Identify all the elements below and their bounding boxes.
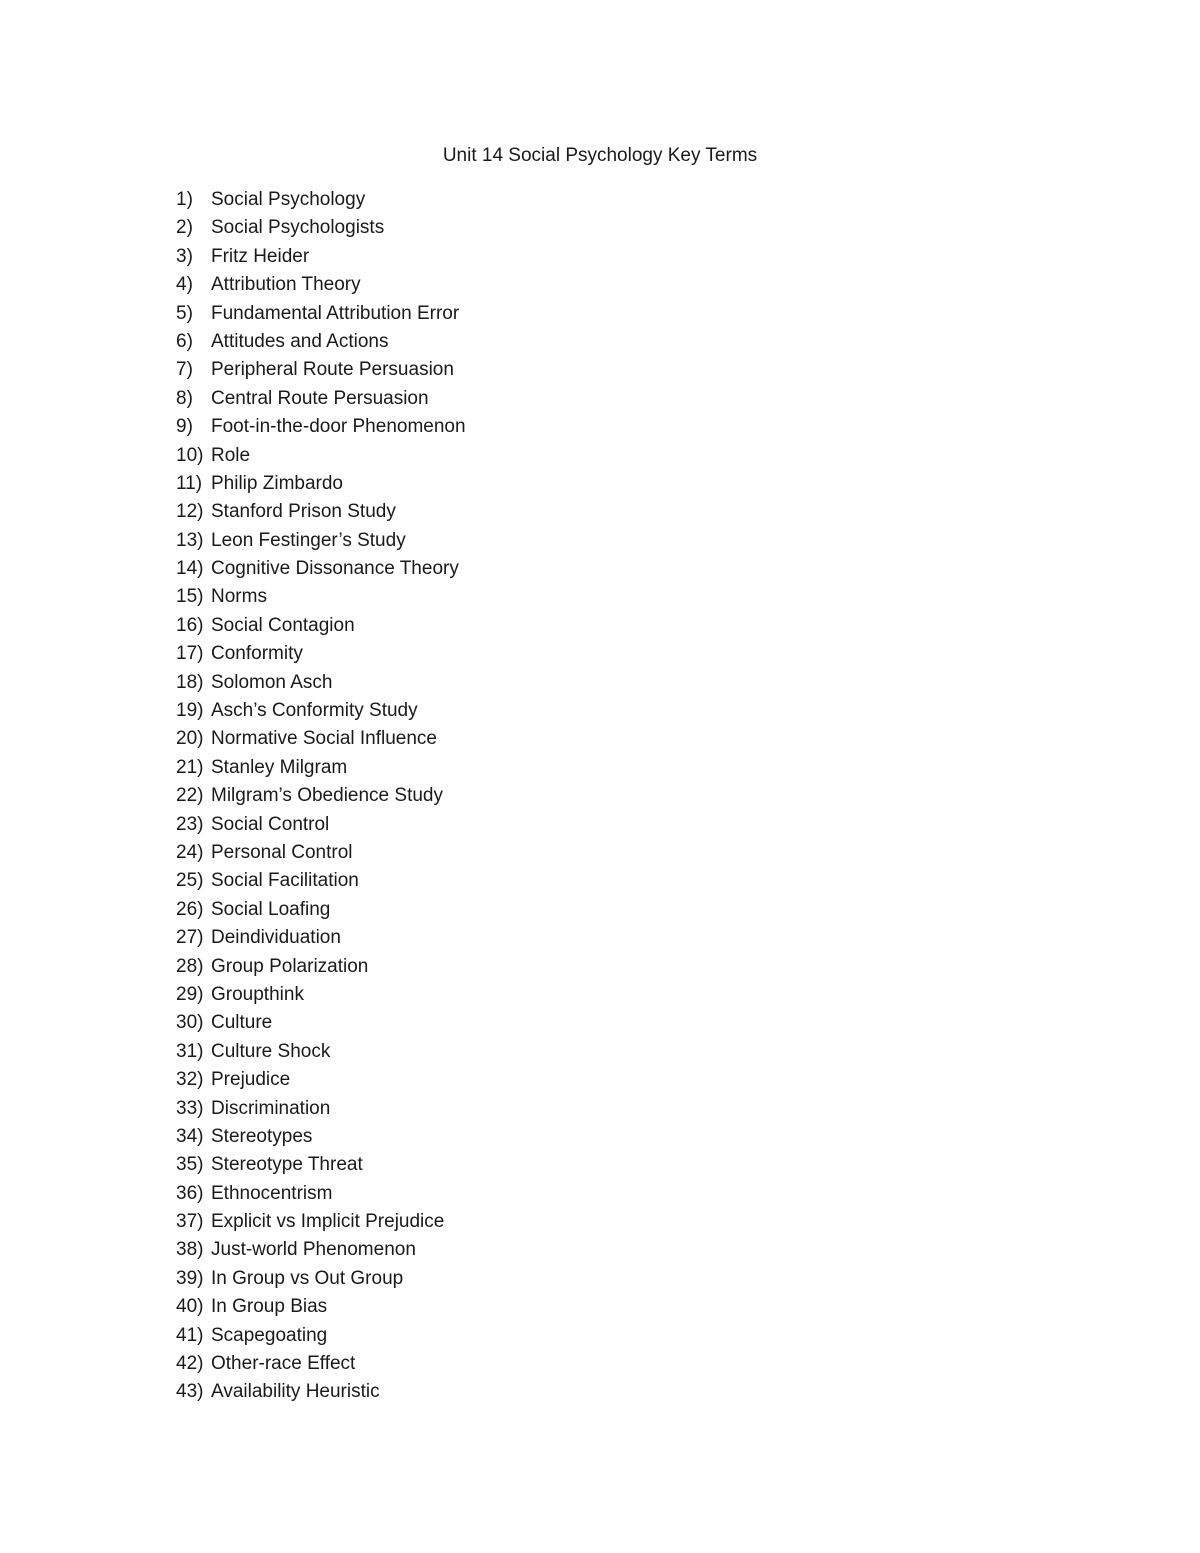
term-number: 35)	[176, 1154, 204, 1176]
term-text: Stereotypes	[211, 1125, 313, 1147]
term-number: 41)	[176, 1324, 204, 1346]
term-number: 14)	[176, 558, 204, 580]
term-number: 26)	[176, 898, 204, 920]
list-item	[176, 811, 466, 839]
term-number: 40)	[176, 1296, 204, 1318]
term-text: Foot-in-the-door Phenomenon	[211, 416, 466, 438]
list-item	[176, 669, 466, 697]
list-item	[176, 1293, 466, 1321]
list-item	[176, 356, 466, 384]
list-item	[176, 271, 466, 299]
list-item	[176, 839, 466, 867]
term-number: 13)	[176, 529, 204, 551]
term-text: Prejudice	[211, 1069, 291, 1091]
term-text: Role	[211, 444, 251, 466]
term-text: Stanley Milgram	[211, 756, 348, 778]
term-number: 17)	[176, 643, 204, 665]
term-text: Stanford Prison Study	[211, 501, 396, 523]
list-item	[176, 612, 466, 640]
term-text: Peripheral Route Persuasion	[211, 359, 454, 381]
term-number: 37)	[176, 1211, 204, 1233]
list-item	[176, 953, 466, 981]
term-number: 9)	[176, 416, 193, 438]
list-item	[176, 1236, 466, 1264]
list-item	[176, 1009, 466, 1037]
page-title: Unit 14 Social Psychology Key Terms	[442, 145, 758, 166]
term-number: 10)	[176, 444, 204, 466]
term-number: 24)	[176, 841, 204, 863]
term-text: Other-race Effect	[211, 1353, 356, 1375]
list-item	[176, 328, 466, 356]
term-text: Solomon Asch	[211, 671, 333, 693]
term-text: Fritz Heider	[211, 245, 310, 267]
term-text: Cognitive Dissonance Theory	[211, 558, 459, 580]
list-item	[176, 527, 466, 555]
term-number: 34)	[176, 1125, 204, 1147]
term-number: 1)	[176, 189, 193, 210]
term-number: 12)	[176, 501, 204, 523]
term-number: 31)	[176, 1040, 204, 1062]
list-item	[176, 1095, 466, 1123]
term-text: Norms	[211, 586, 267, 608]
list-item	[176, 442, 466, 470]
list-item	[176, 1265, 466, 1293]
term-text: Ethnocentrism	[211, 1182, 333, 1204]
term-text: Discrimination	[211, 1097, 331, 1119]
term-text: Attribution Theory	[211, 274, 361, 296]
list-item	[176, 754, 466, 782]
term-number: 23)	[176, 813, 204, 835]
term-number: 18)	[176, 671, 204, 693]
list-item	[176, 243, 466, 271]
term-text: Normative Social Influence	[211, 728, 437, 750]
term-text: In Group vs Out Group	[211, 1267, 404, 1289]
list-item	[176, 498, 466, 526]
list-item	[176, 1350, 466, 1378]
term-number: 15)	[176, 586, 204, 608]
list-item	[176, 186, 466, 214]
term-text: Social Psychologists	[211, 217, 385, 239]
list-item	[176, 1066, 466, 1094]
term-text: Availability Heuristic	[211, 1381, 380, 1403]
term-number: 7)	[176, 359, 193, 381]
term-number: 21)	[176, 756, 204, 778]
term-text: Scapegoating	[211, 1324, 328, 1346]
term-text: Social Contagion	[211, 614, 355, 636]
list-item	[176, 981, 466, 1009]
term-number: 4)	[176, 274, 193, 296]
term-text: Fundamental Attribution Error	[211, 302, 460, 324]
term-number: 5)	[176, 302, 193, 324]
term-text: Social Facilitation	[211, 870, 359, 892]
term-text: Social Loafing	[211, 898, 331, 920]
term-text: Social Control	[211, 813, 330, 835]
term-text: Explicit vs Implicit Prejudice	[211, 1211, 445, 1233]
term-number: 27)	[176, 927, 204, 949]
list-item	[176, 896, 466, 924]
term-number: 32)	[176, 1069, 204, 1091]
list-item	[176, 413, 466, 441]
list-item	[176, 470, 466, 498]
term-text: Social Psychology	[211, 189, 366, 210]
term-text: Groupthink	[211, 983, 304, 1005]
term-text: Culture	[211, 1012, 273, 1034]
term-text: Asch’s Conformity Study	[211, 700, 418, 722]
list-item	[176, 555, 466, 583]
term-text: Personal Control	[211, 841, 353, 863]
term-number: 28)	[176, 955, 204, 977]
list-item	[176, 583, 466, 611]
list-item	[176, 1180, 466, 1208]
list-item	[176, 725, 466, 753]
list-item	[176, 214, 466, 242]
list-item	[176, 782, 466, 810]
list-item	[176, 867, 466, 895]
list-item	[176, 1123, 466, 1151]
list-item	[176, 640, 466, 668]
term-number: 6)	[176, 330, 193, 352]
term-text: Just-world Phenomenon	[211, 1239, 416, 1261]
list-item	[176, 1208, 466, 1236]
term-number: 8)	[176, 387, 193, 409]
term-number: 38)	[176, 1239, 204, 1261]
term-text: Attitudes and Actions	[211, 330, 389, 352]
term-number: 11)	[176, 472, 203, 494]
term-number: 3)	[176, 245, 193, 267]
term-text: Culture Shock	[211, 1040, 331, 1062]
term-number: 25)	[176, 870, 204, 892]
term-number: 29)	[176, 983, 204, 1005]
term-text: In Group Bias	[211, 1296, 328, 1318]
term-text: Philip Zimbardo	[211, 472, 343, 494]
term-text: Leon Festinger’s Study	[211, 529, 406, 551]
list-item	[176, 300, 466, 328]
list-item	[176, 1038, 466, 1066]
term-text: Deindividuation	[211, 927, 341, 949]
term-number: 19)	[176, 700, 204, 722]
term-number: 16)	[176, 614, 204, 636]
list-item	[176, 697, 466, 725]
list-item	[176, 1322, 466, 1350]
list-item	[176, 924, 466, 952]
term-number: 30)	[176, 1012, 204, 1034]
term-text: Stereotype Threat	[211, 1154, 363, 1176]
list-item	[176, 385, 466, 413]
term-number: 36)	[176, 1182, 204, 1204]
term-text: Group Polarization	[211, 955, 369, 977]
term-number: 43)	[176, 1381, 204, 1403]
term-number: 42)	[176, 1353, 204, 1375]
term-number: 20)	[176, 728, 204, 750]
term-text: Conformity	[211, 643, 303, 665]
list-item	[176, 1378, 466, 1406]
key-terms-list	[176, 186, 466, 1407]
term-text: Central Route Persuasion	[211, 387, 429, 409]
list-item	[176, 1151, 466, 1179]
term-number: 33)	[176, 1097, 204, 1119]
term-number: 2)	[176, 217, 193, 239]
term-text: Milgram’s Obedience Study	[211, 785, 443, 807]
term-number: 22)	[176, 785, 204, 807]
term-number: 39)	[176, 1267, 204, 1289]
